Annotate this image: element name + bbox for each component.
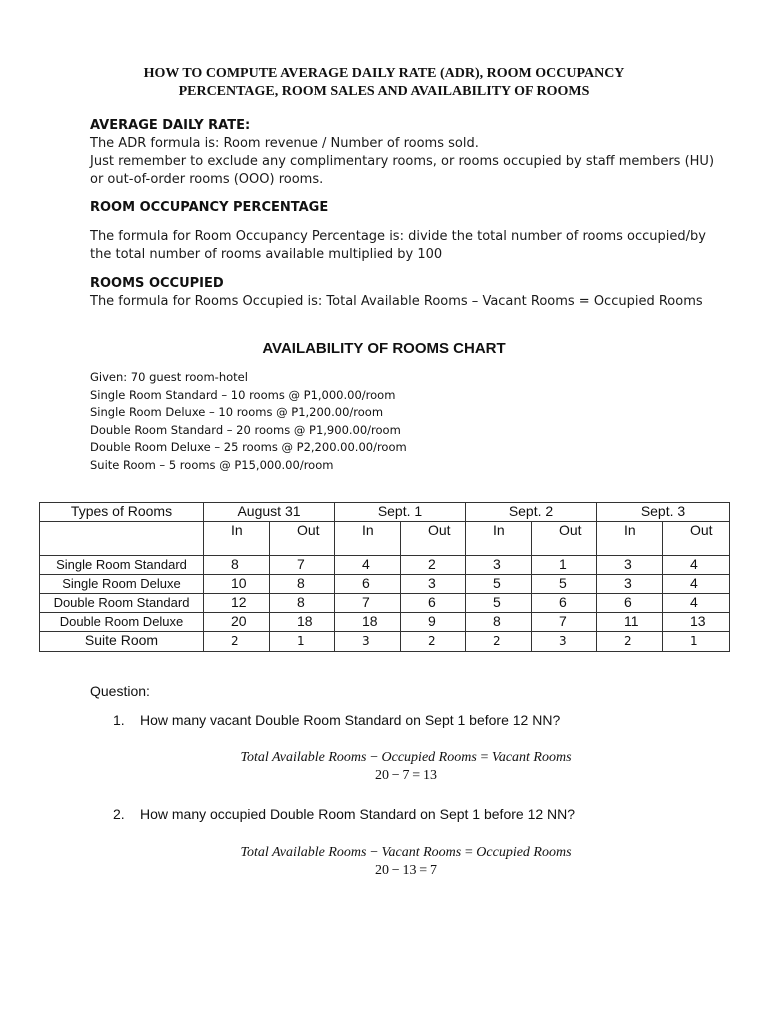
adr-line-2: Just remember to exclude any complimentary rooms, or rooms occupied by staff members (HU) (90, 154, 715, 169)
given-line: Single Room Deluxe – 10 rooms @ P1,200.00/room (90, 405, 384, 419)
value-cell: 1 (663, 632, 730, 652)
question-number: 1. (113, 712, 125, 728)
value-cell: 2 (204, 632, 270, 652)
value-cell: 2 (597, 632, 663, 652)
question-2-calculation: 20 − 13 = 7 (374, 863, 437, 878)
value-cell: 5 (532, 575, 597, 594)
room-type-cell: Suite Room (40, 632, 204, 652)
room-type-cell: Double Room Deluxe (40, 613, 204, 632)
given-line: Single Room Standard – 10 rooms @ P1,000.00/room (90, 387, 396, 402)
question-1-calculation: 20 − 7 = 13 (374, 768, 437, 783)
table-row (40, 556, 730, 575)
value-cell: 10 (204, 575, 270, 594)
given-line: Double Room Standard – 20 rooms @ P1,900.00/room (90, 422, 401, 437)
given-line: Given: 70 guest room-hotel (90, 370, 248, 384)
adr-line-1: The ADR formula is: Room revenue / Number of rooms sold. (90, 136, 479, 151)
given-line: Double Room Deluxe – 25 rooms @ P2,200.00.00/room (90, 440, 407, 454)
question-text: How many occupied Double Room Standard on Sept 1 before 12 NN? (140, 806, 576, 822)
out-header: Out (401, 522, 466, 556)
types-of-rooms-header: Types of Rooms (40, 503, 204, 522)
adr-heading: AVERAGE DAILY RATE: (90, 118, 251, 133)
table-row (40, 613, 730, 632)
value-cell: 3 (597, 556, 663, 575)
value-cell: 20 (204, 613, 270, 632)
value-cell: 3 (335, 632, 401, 652)
value-cell: 4 (663, 556, 730, 575)
given-list (90, 369, 407, 474)
rooms-occupied-heading: ROOMS OCCUPIED (90, 276, 224, 291)
rooms-occupied-formula: The formula for Rooms Occupied is: Total Available Rooms – Vacant Rooms = Occupied Rooms (90, 294, 703, 309)
question-2-formula: Total Available Rooms − Vacant Rooms = Occupied Rooms (240, 845, 572, 860)
value-cell: 6 (401, 594, 466, 613)
value-cell: 18 (335, 613, 401, 632)
value-cell: 7 (335, 594, 401, 613)
value-cell: 2 (401, 632, 466, 652)
table-header-row (40, 503, 730, 522)
question-number: 2. (113, 806, 125, 822)
value-cell: 7 (270, 556, 335, 575)
adr-line-3: or out-of-order rooms (OOO) rooms. (90, 172, 324, 187)
value-cell: 4 (663, 594, 730, 613)
value-cell: 5 (466, 575, 532, 594)
value-cell: 4 (663, 575, 730, 594)
occupancy-heading: ROOM OCCUPANCY PERCENTAGE (90, 200, 329, 215)
occupancy-line-2: the total number of rooms available multiplied by 100 (90, 247, 443, 262)
question-text: How many vacant Double Room Standard on Sept 1 before 12 NN? (140, 712, 561, 728)
out-header: Out (663, 522, 730, 556)
given-line: Suite Room – 5 rooms @ P15,000.00/room (90, 457, 334, 472)
date-header: August 31 (204, 503, 335, 522)
value-cell: 13 (663, 613, 730, 632)
availability-chart-title: AVAILABILITY OF ROOMS CHART (262, 340, 506, 357)
value-cell: 7 (532, 613, 597, 632)
value-cell: 3 (401, 575, 466, 594)
value-cell: 1 (532, 556, 597, 575)
in-header: In (597, 522, 663, 556)
value-cell: 3 (597, 575, 663, 594)
page-title-line-2: PERCENTAGE, ROOM SALES AND AVAILABILITY OF ROOMS (178, 84, 590, 99)
value-cell: 3 (532, 632, 597, 652)
value-cell: 8 (466, 613, 532, 632)
date-header: Sept. 2 (466, 503, 597, 522)
occupancy-line-1: The formula for Room Occupancy Percentage is: divide the total number of rooms occupied/by (90, 229, 706, 244)
room-type-cell: Double Room Standard (40, 594, 204, 613)
room-type-cell: Single Room Deluxe (40, 575, 204, 594)
room-type-cell: Single Room Standard (40, 556, 204, 575)
value-cell: 8 (270, 594, 335, 613)
out-header: Out (270, 522, 335, 556)
adr-text (90, 135, 714, 189)
value-cell: 2 (466, 632, 532, 652)
value-cell: 6 (532, 594, 597, 613)
value-cell: 8 (204, 556, 270, 575)
value-cell: 9 (401, 613, 466, 632)
question-1-formula: Total Available Rooms − Occupied Rooms = Vacant Rooms (240, 750, 572, 765)
table-subheader-row (40, 522, 730, 556)
question-label: Question: (90, 683, 150, 699)
question-1 (113, 712, 713, 730)
value-cell: 11 (597, 613, 663, 632)
in-header: In (466, 522, 532, 556)
value-cell: 1 (270, 632, 335, 652)
date-header: Sept. 3 (597, 503, 730, 522)
out-header: Out (532, 522, 597, 556)
value-cell: 2 (401, 556, 466, 575)
value-cell: 4 (335, 556, 401, 575)
date-header: Sept. 1 (335, 503, 466, 522)
question-2 (113, 806, 713, 824)
in-header: In (204, 522, 270, 556)
empty-cell (40, 522, 204, 556)
value-cell: 18 (270, 613, 335, 632)
availability-table (39, 502, 730, 652)
value-cell: 5 (466, 594, 532, 613)
in-header: In (335, 522, 401, 556)
table-row (40, 594, 730, 613)
value-cell: 6 (597, 594, 663, 613)
page-title-line-1: HOW TO COMPUTE AVERAGE DAILY RATE (ADR), ROOM OCCUPANCY (143, 66, 625, 81)
value-cell: 12 (204, 594, 270, 613)
value-cell: 8 (270, 575, 335, 594)
value-cell: 6 (335, 575, 401, 594)
occupancy-text (90, 228, 706, 264)
table-row (40, 632, 730, 652)
table-row (40, 575, 730, 594)
value-cell: 3 (466, 556, 532, 575)
